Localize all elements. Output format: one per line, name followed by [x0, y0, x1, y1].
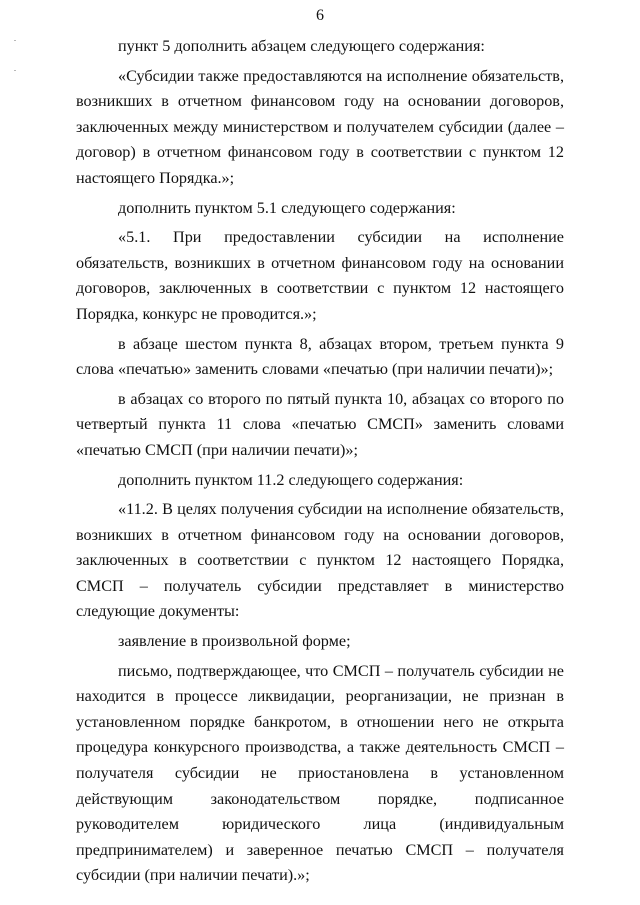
paragraph-amend-point-5: пункт 5 дополнить абзацем следующего содержания:: [118, 37, 485, 55]
paragraph-replace-seal-words: в абзаце шестом пункта 8, абзацах втором, третьем пункта 9 слова «печатью» заменить словами «печатью (при наличии печати)»;: [76, 334, 564, 379]
paragraph-replace-smsp-seal-words: в абзацах со второго по пятый пункта 10, абзацах со второго по четвертый пункта 11 слова «печатью СМСП» заменить словами «печатью СМСП (при наличии печати)»;: [76, 389, 564, 459]
margin-mark: [14, 40, 16, 41]
document-body: [76, 34, 564, 893]
paragraph-add-point-11-2: дополнить пунктом 11.2 следующего содержания:: [118, 470, 464, 489]
paragraph-application-item: заявление в произвольной форме;: [118, 632, 351, 651]
page-number: 6: [316, 7, 324, 24]
paragraph-confirmation-letter-item: письмо, подтверждающее, что СМСП – получатель субсидии не находится в процессе ликвидации, реорганизации, не признан в установленном порядке банкротом, в отношении него не открыта процедура конкурсного производства, а также деятельность СМСП – получателя субсидии не приостановлена в установленном действующим законодательством порядке, подписанное руководителем юридического лица (индивидуальным предпринимателем) и заверенное печатью СМСП – получателя субсидии (при наличии печати).»;: [76, 661, 564, 885]
paragraph-subsidy-obligations: «Субсидии также предоставляются на исполнение обязательств, возникших в отчетном финансовом году на основании договоров, заключенных между министерством и получателем субсидии (далее – договор) в отчетном финансовом году в соответствии с пунктом 12 настоящего Порядка.»;: [76, 66, 564, 187]
paragraph-point-5-1-text: «5.1. При предоставлении субсидии на исполнение обязательств, возникших в отчетном финансовом году на основании договоров, заключенных в соответствии с пунктом 12 настоящего Порядка, конкурс не проводится.»;: [76, 228, 564, 323]
paragraph-add-point-5-1: дополнить пунктом 5.1 следующего содержания:: [118, 198, 456, 217]
paragraph-point-11-2-text: «11.2. В целях получения субсидии на исполнение обязательств, возникших в отчетном финансовом году на основании договоров, заключенных в соответствии с пунктом 12 настоящего Порядка, СМСП – получатель субсидии представляет в министерство следующие документы:: [76, 500, 564, 621]
margin-mark: [14, 70, 16, 71]
